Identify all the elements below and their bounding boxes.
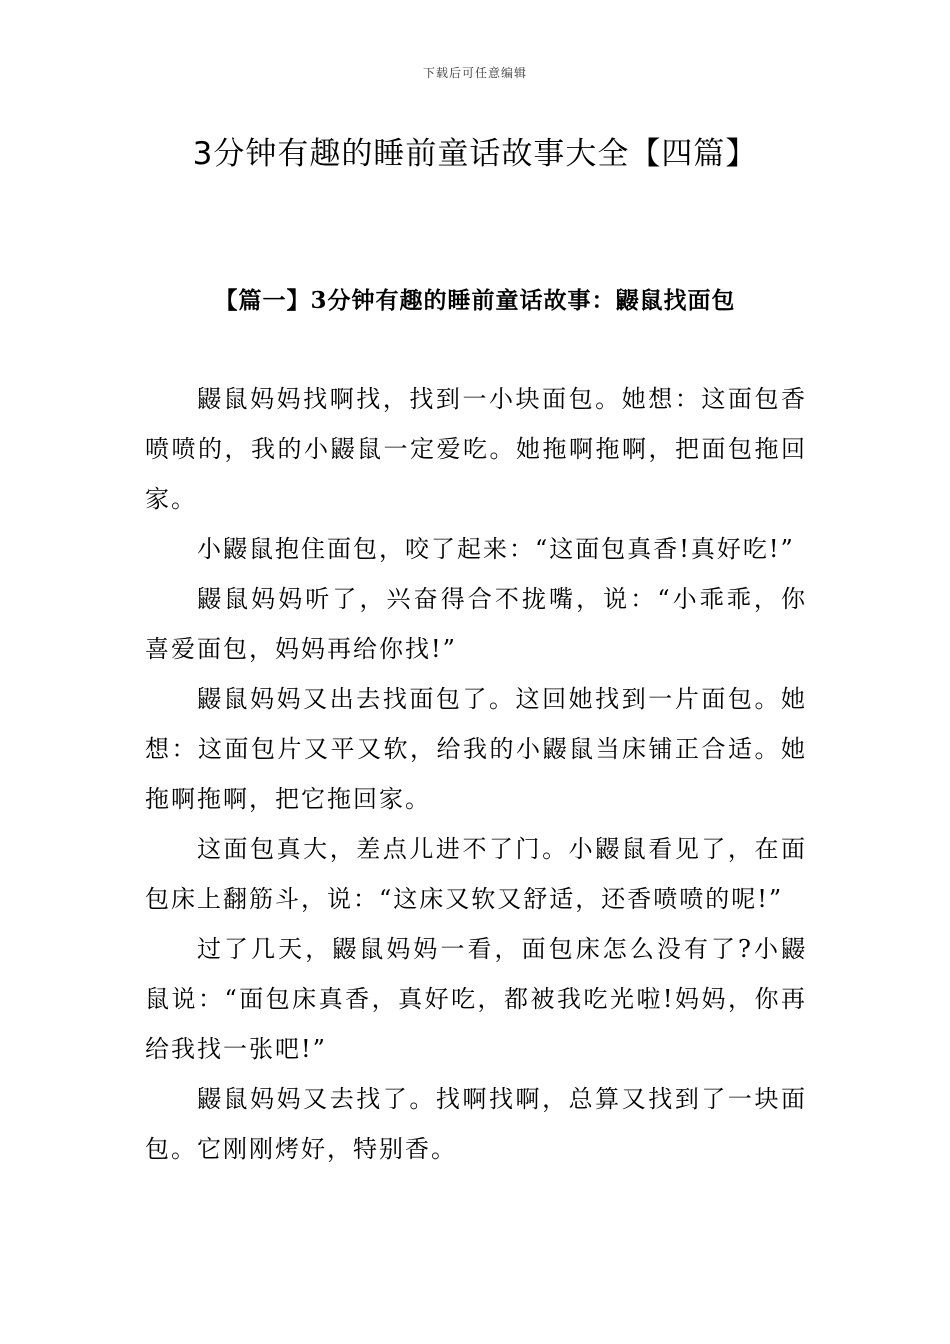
story-paragraph: 鼹鼠妈妈又去找了。找啊找啊，总算又找到了一块面包。它刚刚烤好，特别香。 <box>145 1085 807 1163</box>
story-paragraph: 鼹鼠妈妈找啊找，找到一小块面包。她想：这面包香喷喷的，我的小鼹鼠一定爱吃。她拖啊拖啊，把面包拖回家。 <box>145 385 807 513</box>
section-heading: 【篇一】3分钟有趣的睡前童话故事：鼹鼠找面包 <box>214 287 736 314</box>
story-paragraph: 鼹鼠妈妈又出去找面包了。这回她找到一片面包。她想：这面包片又平又软，给我的小鼹鼠当床铺正合适。她拖啊拖啊，把它拖回家。 <box>145 685 807 813</box>
story-paragraph: 过了几天，鼹鼠妈妈一看，面包床怎么没有了?小鼹鼠说：“面包床真香，真好吃，都被我吃光啦!妈妈，你再给我找一张吧!” <box>145 935 807 1063</box>
story-paragraph: 小鼹鼠抱住面包，咬了起来：“这面包真香!真好吃!” <box>197 535 795 563</box>
story-paragraph: 鼹鼠妈妈听了，兴奋得合不拢嘴，说：“小乖乖，你喜爱面包，妈妈再给你找!” <box>145 585 807 663</box>
document-title: 3分钟有趣的睡前童话故事大全【四篇】 <box>192 136 758 172</box>
header-note: 下载后可任意编辑 <box>422 66 527 80</box>
story-body <box>145 374 807 1174</box>
story-paragraph: 这面包真大，差点儿进不了门。小鼹鼠看见了，在面包床上翻筋斗，说：“这床又软又舒适，还香喷喷的呢!” <box>145 835 807 913</box>
